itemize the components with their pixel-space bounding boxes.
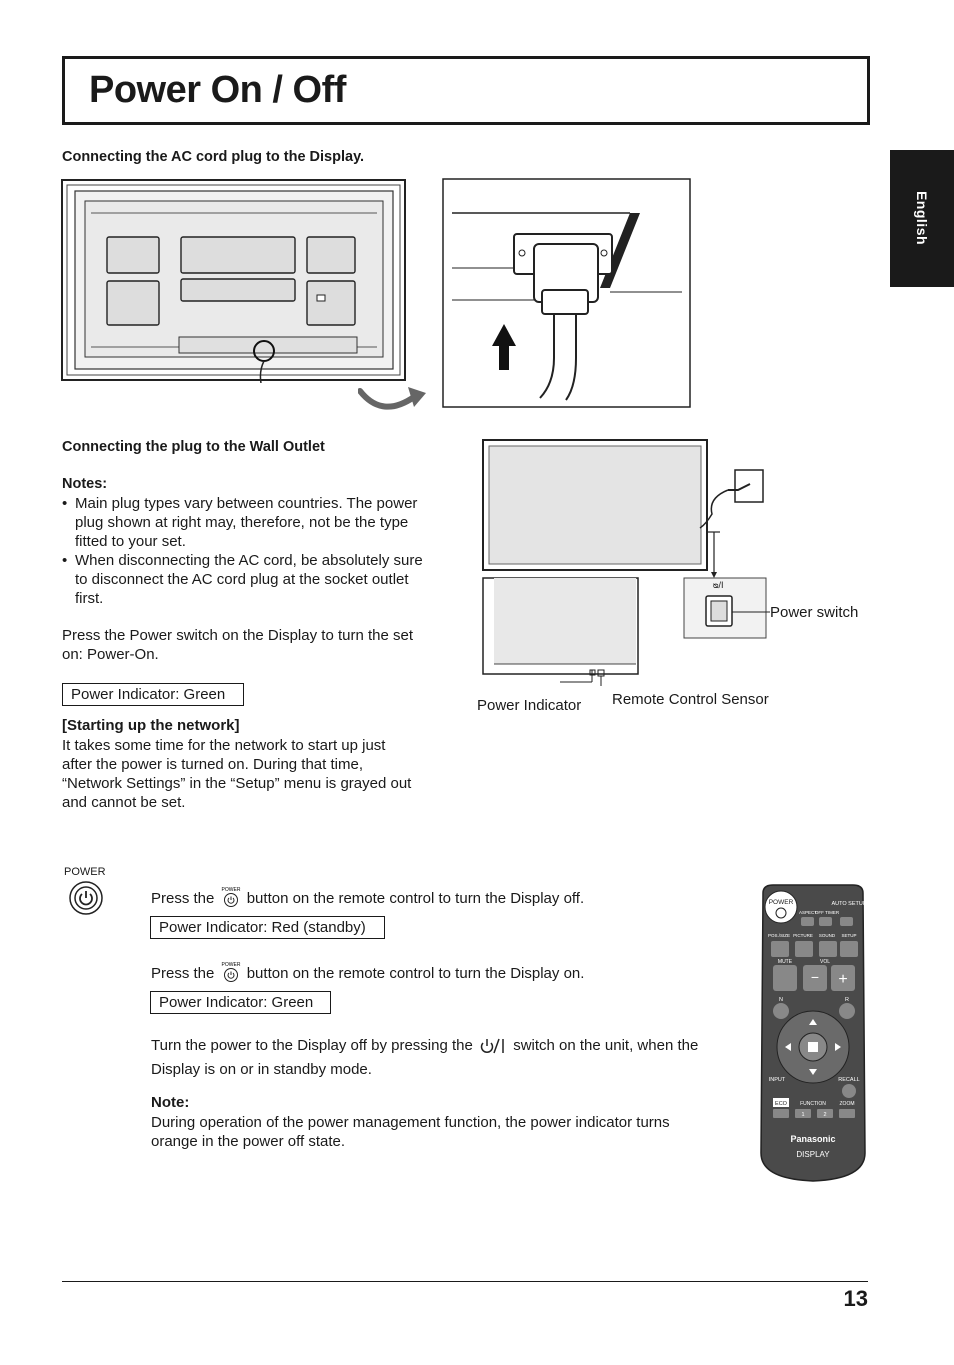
plug-connection-illustration — [442, 178, 692, 409]
note-item: • When disconnecting the AC cord, be absolutely sure to disconnect the AC cord plug at the socket outlet first. — [62, 551, 428, 608]
remote-r-text: R — [845, 997, 849, 1003]
remote-power-text: POWER — [768, 899, 794, 906]
mini-power-text: POWER — [221, 887, 240, 893]
curved-arrow-icon — [358, 383, 428, 419]
remote-auto-text: AUTO SETUP — [831, 901, 867, 907]
remote-input-text: INPUT — [768, 1077, 786, 1083]
svg-text:+: + — [838, 971, 848, 988]
indicator-standby-box: Power Indicator: Red (standby) — [150, 916, 385, 939]
notes-list — [62, 494, 428, 608]
switch-symbol-label: ᴓ/I — [713, 580, 724, 590]
remote-mute-text: MUTE — [777, 959, 793, 965]
remote-model-text: DISPLAY — [796, 1150, 830, 1159]
remote-sensor-label: Remote Control Sensor — [612, 691, 769, 708]
button-off-text: button on the remote control to turn the Display off. — [246, 890, 585, 907]
press-text: Press the — [151, 890, 215, 907]
note-item: • Main plug types vary between countries. The power plug shown at right may, therefore, not be the type fitted to your set. — [62, 494, 428, 551]
turn-off-text: Turn the power to the Display off by pressing the — [151, 1037, 473, 1054]
section-wall-outlet-heading: Connecting the plug to the Wall Outlet — [62, 439, 325, 455]
footer-rule — [62, 1281, 868, 1282]
mini-power-text: POWER — [221, 962, 240, 968]
network-heading: [Starting up the network] — [62, 717, 240, 734]
indicator-green-box-2: Power Indicator: Green — [150, 991, 331, 1014]
page-title: Power On / Off — [89, 69, 346, 111]
remote-zoom-text: ZOOM — [839, 1101, 855, 1107]
remote-sound-text: SOUND — [818, 933, 836, 938]
standby-switch-icon — [479, 1037, 507, 1060]
press-text: Press the — [151, 965, 215, 982]
remote-brand-text: Panasonic — [790, 1134, 836, 1144]
section-ac-cord-heading: Connecting the AC cord plug to the Display. — [62, 149, 365, 165]
power-switch-label: Power switch — [770, 604, 859, 621]
remote-n-text: N — [779, 997, 783, 1003]
power-indicator-label: Power Indicator — [477, 697, 582, 714]
note-text: During operation of the power management function, the power indicator turns orange in the power off state. — [151, 1114, 670, 1150]
language-tab-label: English — [914, 190, 930, 246]
remote-off-instruction — [151, 886, 584, 913]
remote-timer-text: OFF TIMER — [814, 910, 840, 915]
remote-function-text: FUNCTION — [800, 1101, 826, 1107]
mini-power-icon — [221, 886, 241, 913]
unit-switch-instruction — [151, 1036, 701, 1079]
title-box — [62, 56, 870, 125]
note-label: Note: — [151, 1094, 190, 1111]
indicator-green-box: Power Indicator: Green — [62, 683, 244, 706]
display-rear-illustration — [61, 179, 407, 383]
remote-on-instruction — [151, 961, 584, 988]
remote-eco-text: ECO — [775, 1101, 787, 1107]
svg-text:−: − — [810, 969, 820, 985]
remote-control-illustration — [757, 883, 869, 1185]
remote-setup-text: SETUP — [841, 933, 857, 938]
network-text: It takes some time for the network to start up just after the power is turned on. During that time, “Network Settings” in the “Setup” menu is grayed out and cannot be set. — [62, 737, 412, 811]
power-on-instruction: Press the Power switch on the Display to turn the set on: Power-On. — [62, 627, 413, 663]
remote-pos-text: POS./SIZE — [767, 933, 791, 938]
language-tab — [890, 150, 954, 287]
remote-picture-text: PICTURE — [793, 933, 813, 938]
page-number: 13 — [843, 1286, 868, 1311]
remote-two-text: 2 — [823, 1112, 827, 1118]
notes-label: Notes: — [62, 476, 108, 492]
display-front-illustration — [480, 438, 770, 686]
power-button-label: POWER — [64, 866, 106, 878]
remote-recall-text: RECALL — [838, 1077, 860, 1083]
remote-one-text: 1 — [801, 1112, 805, 1118]
switch-unit-text: switch on the unit, when the Display is on or in standby mode. — [151, 1037, 699, 1078]
mini-power-icon — [221, 961, 241, 988]
button-on-text: button on the remote control to turn the Display on. — [246, 965, 585, 982]
remote-vol-text: VOL — [819, 959, 831, 965]
remote-aspect-text: ASPECT — [798, 910, 818, 915]
power-button-icon — [68, 880, 104, 916]
